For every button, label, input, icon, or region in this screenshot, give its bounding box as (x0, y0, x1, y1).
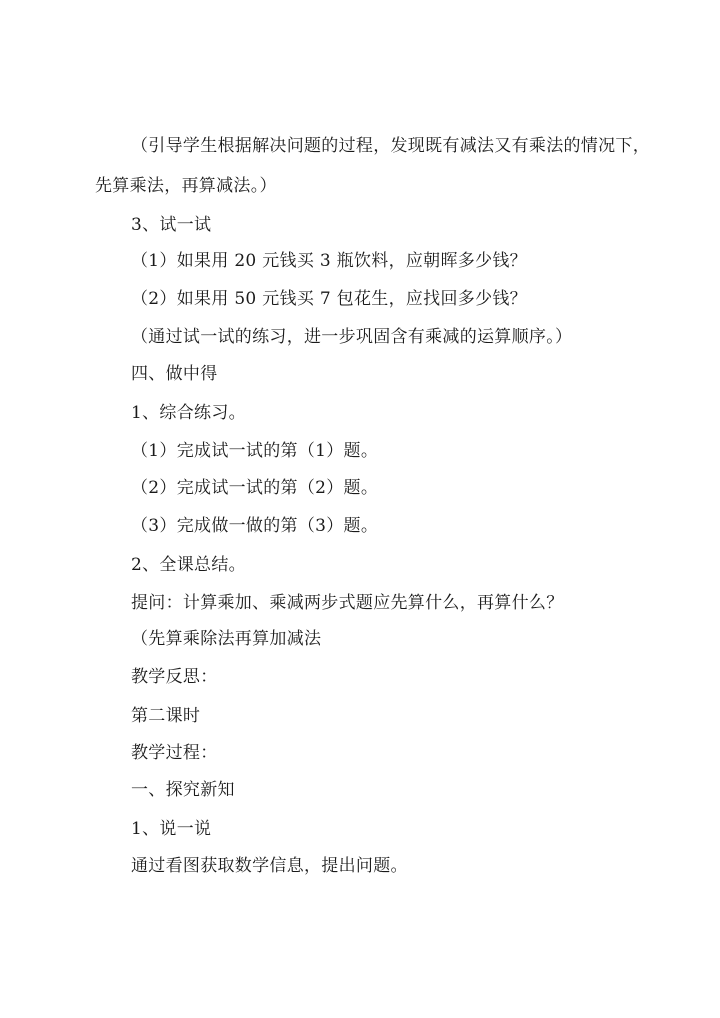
item-comprehensive-practice: 1、综合练习。 (131, 403, 246, 423)
paragraph-observe: 通过看图获取数学信息，提出问题。 (131, 856, 408, 876)
section-heading-4: 四、做中得 (131, 364, 218, 384)
heading-second-lesson: 第二课时 (131, 706, 201, 726)
paragraph-answer: （先算乘除法再算加减法 (131, 629, 322, 649)
item-summary: 2、全课总结。 (131, 555, 246, 575)
heading-teaching-process: 教学过程： (131, 743, 218, 763)
paragraph-guidance-cont: 先算乘法，再算减法。） (95, 176, 277, 196)
practice-item-2: （2）完成试一试的第（2）题。 (131, 478, 379, 498)
heading-reflection: 教学反思： (131, 667, 218, 687)
paragraph-guidance: （引导学生根据解决问题的过程，发现既有减法又有乘法的情况下， (131, 136, 650, 156)
item-say-it: 1、说一说 (131, 819, 212, 839)
practice-item-1: （1）完成试一试的第（1）题。 (131, 441, 379, 461)
paragraph-question: 提问：计算乘加、乘减两步式题应先算什么，再算什么？ (131, 593, 564, 613)
practice-item-3: （3）完成做一做的第（3）题。 (131, 516, 379, 536)
question-1: （1）如果用 20 元钱买 3 瓶饮料，应朝晖多少钱？ (131, 251, 527, 271)
question-2: （2）如果用 50 元钱买 7 包花生，应找回多少钱？ (131, 289, 527, 309)
section-explore: 一、探究新知 (131, 780, 235, 800)
paragraph-practice-note: （通过试一试的练习，进一步巩固含有乘减的运算顺序。） (131, 327, 573, 347)
section-try-it: 3、试一试 (131, 215, 212, 235)
